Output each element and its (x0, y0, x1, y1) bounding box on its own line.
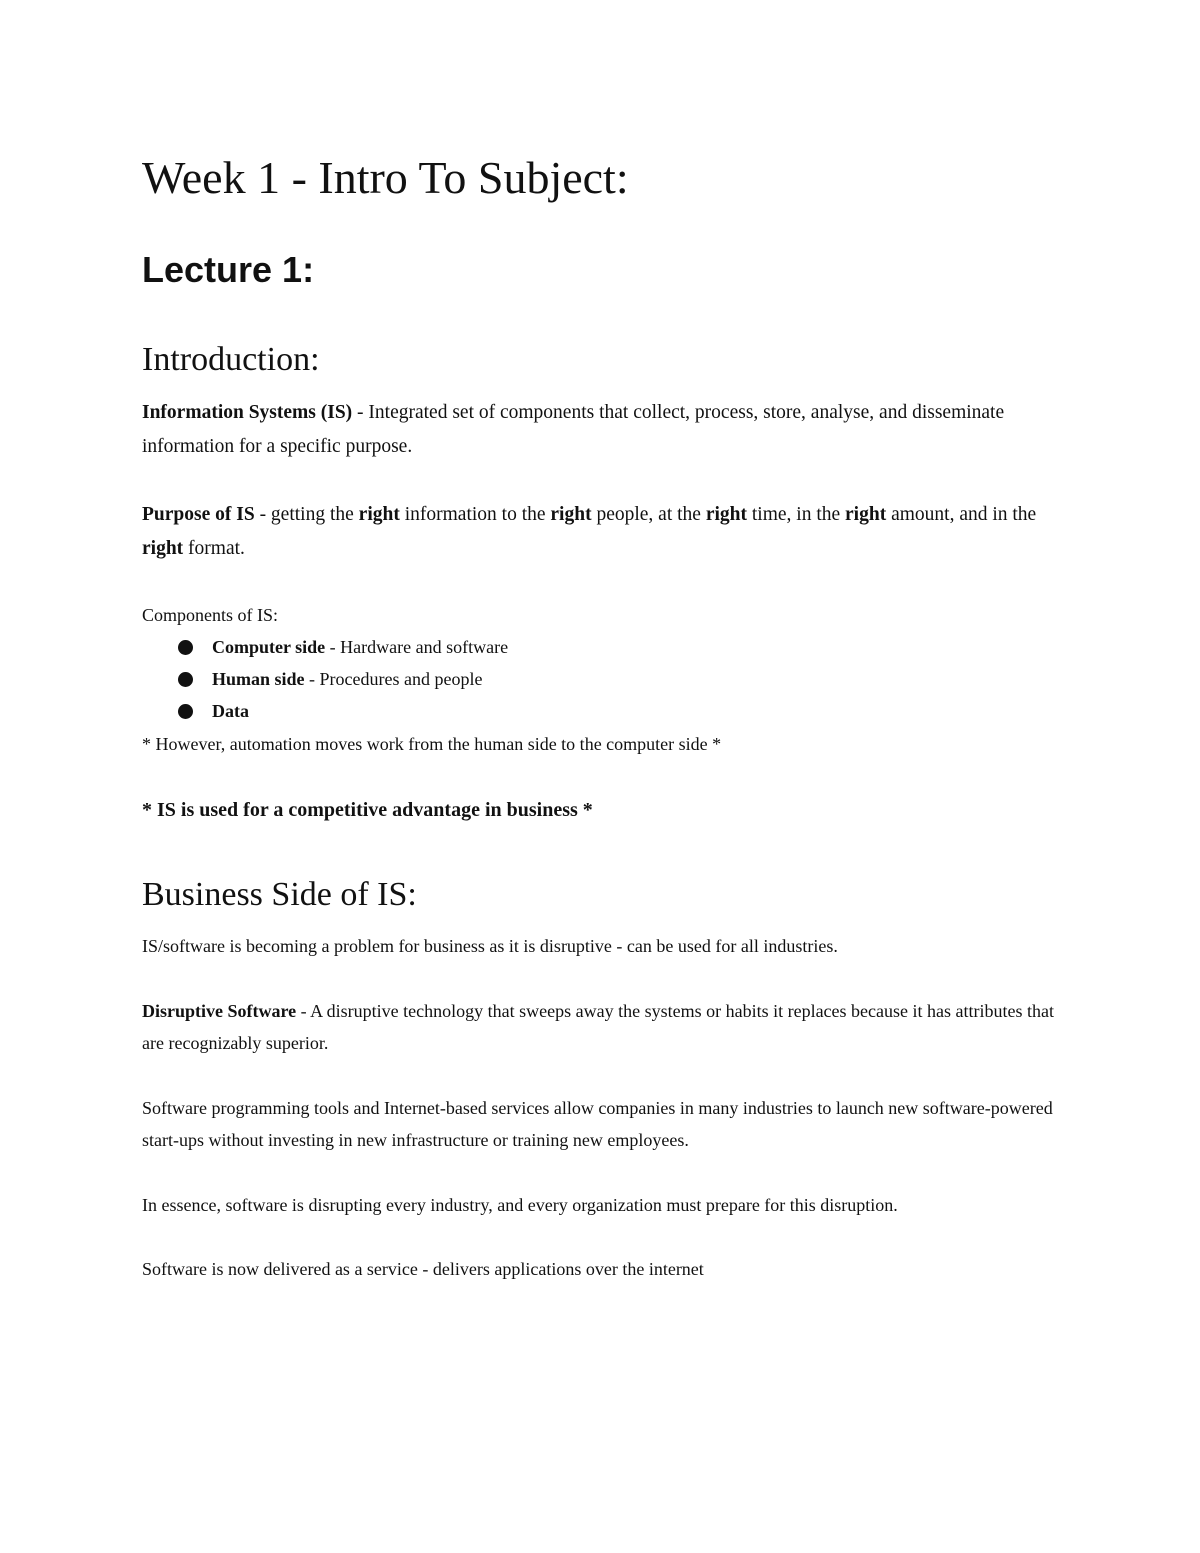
competitive-note: * IS is used for a competitive advantage in business * (142, 799, 593, 821)
essence-paragraph: In essence, software is disrupting every industry, and every organization must prepare for this disruption. (142, 1195, 898, 1215)
automation-note: * However, automation moves work from the human side to the computer side * (142, 734, 722, 754)
purpose-emphasis: right (705, 504, 747, 525)
is-definition-text: - Integrated set of components that collect, process, store, analyse, and disseminate information for a specific purpose. (142, 402, 1005, 457)
purpose-text: time, in the (747, 504, 846, 525)
bullet-icon (178, 640, 193, 655)
components-label: Components of IS: (142, 605, 279, 625)
purpose-text: information to the (399, 504, 551, 525)
component-text: - Procedures and people (304, 669, 483, 689)
purpose-emphasis: right (358, 504, 400, 525)
component-term: Human side (212, 669, 305, 689)
bullet-icon (178, 672, 193, 687)
list-item (142, 663, 508, 695)
purpose-text: format. (183, 538, 245, 559)
business-paragraph: IS/software is becoming a problem for business as it is disruptive - can be used for all industries. (142, 936, 838, 956)
purpose-text: - getting the (254, 504, 359, 525)
purpose-text: people, at the (591, 504, 706, 525)
purpose-emphasis: right (142, 538, 184, 559)
components-list (142, 631, 508, 727)
is-definition-term: Information Systems (IS) (142, 402, 353, 423)
bullet-icon (178, 704, 193, 719)
introduction-heading: Introduction: (142, 341, 320, 378)
business-heading: Business Side of IS: (142, 876, 417, 913)
list-item (142, 631, 508, 663)
purpose-term: Purpose of IS (142, 504, 255, 525)
purpose-paragraph (142, 498, 1062, 566)
component-text: - Hardware and software (325, 637, 509, 657)
disruptive-software-text: - A disruptive technology that sweeps away the systems or habits it replaces because it has attributes that are recognizably superior. (142, 1001, 1054, 1053)
disruptive-software-paragraph (142, 995, 1062, 1059)
page-title: Week 1 - Intro To Subject: (142, 152, 629, 203)
lecture-heading: Lecture 1: (142, 249, 315, 290)
purpose-emphasis: right (845, 504, 887, 525)
list-item (142, 695, 508, 727)
component-term: Computer side (212, 637, 326, 657)
is-definition-paragraph (142, 396, 1062, 464)
saas-paragraph: Software is now delivered as a service - delivers applications over the internet (142, 1259, 704, 1279)
purpose-text: amount, and in the (886, 504, 1037, 525)
component-term: Data (212, 701, 249, 721)
disruptive-software-term: Disruptive Software (142, 1001, 297, 1021)
software-tools-paragraph: Software programming tools and Internet-based services allow companies in many industries to launch new software-powered start-ups without investing in new infrastructure or training new employees. (142, 1098, 1053, 1150)
purpose-emphasis: right (550, 504, 592, 525)
